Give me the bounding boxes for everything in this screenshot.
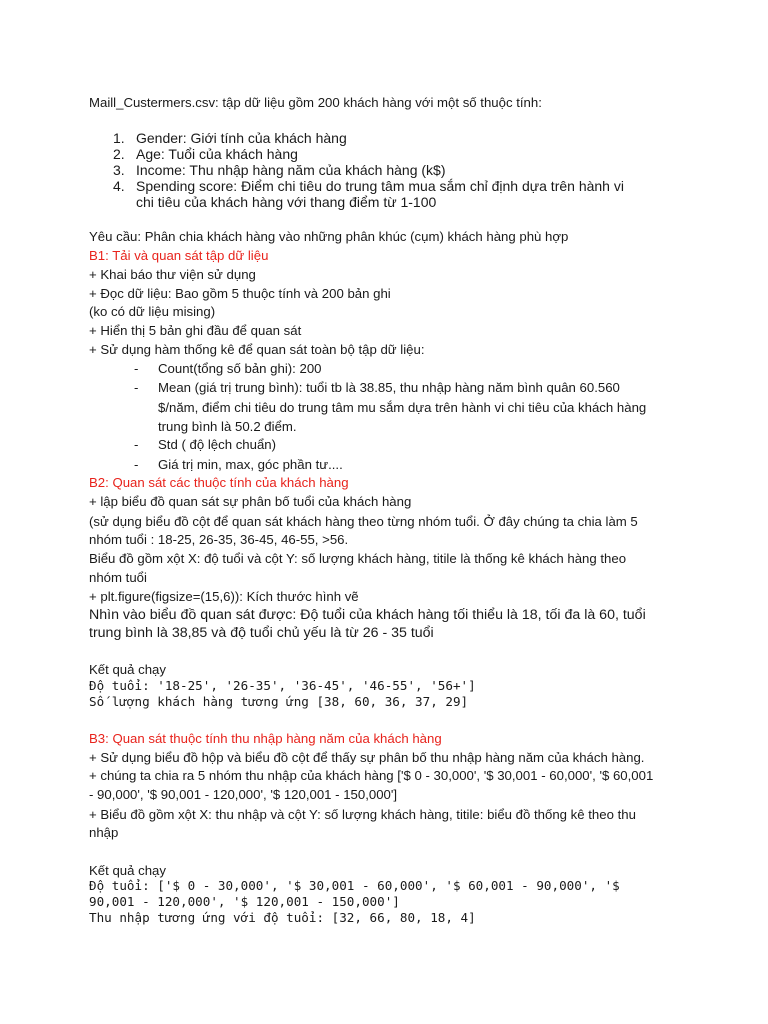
list-item: Spending score: Điểm chi tiêu do trung tâm mua sắm chỉ định dựa trên hành vi [136, 178, 624, 194]
b1-line: + Hiển thị 5 bản ghi đầu để quan sát [89, 323, 302, 338]
b2-observation: Nhìn vào biểu đồ quan sát được: Độ tuổi của khách hàng tối thiểu là 18, tối đa là 60, tuổi [89, 607, 646, 623]
b3-line: + Sử dụng biểu đồ hộp và biểu đồ cột để thấy sự phân bố thu nhập hàng năm của khách hàng. [89, 750, 645, 765]
list-number: 1. [113, 130, 125, 146]
code-output-line: Thu nhập tương ứng với độ tuổi: [32, 66, 80, 18, 4] [89, 910, 476, 925]
b1-line: (ko có dữ liệu mising) [89, 304, 216, 319]
b1-line: + Đọc dữ liệu: Bao gồm 5 thuộc tính và 200 bản ghi [89, 286, 391, 301]
bullet-dash: - [134, 361, 139, 376]
list-item-continuation: chi tiêu của khách hàng với thang điểm từ 1-100 [136, 194, 437, 210]
list-number: 3. [113, 162, 125, 178]
stat-item: $/năm, điểm chi tiêu do trung tâm mu sắm dựa trên hành vi chi tiêu của khách hàng [158, 400, 647, 415]
b3-line: nhập [89, 825, 119, 840]
b2-observation: trung bình là 38,85 và độ tuổi chủ yếu là từ 26 - 35 tuổi [89, 625, 434, 641]
stat-item: Std ( độ lệch chuẩn) [158, 437, 277, 452]
section-heading-b3: B3: Quan sát thuộc tính thu nhập hàng năm của khách hàng [89, 731, 442, 746]
bullet-dash: - [134, 437, 139, 452]
b3-line: - 90,000', '$ 90,001 - 120,000', '$ 120,001 - 150,000'] [89, 787, 398, 802]
stat-item: Count(tổng số bản ghi): 200 [158, 361, 322, 376]
b3-line: + chúng ta chia ra 5 nhóm thu nhập của khách hàng ['$ 0 - 30,000', '$ 30,001 - 60,000', '$ 60,001 [89, 768, 654, 783]
intro-text: Maill_Custermers.csv: tập dữ liệu gồm 200 khách hàng với một số thuộc tính: [89, 95, 542, 110]
bullet-dash: - [134, 380, 139, 395]
b2-line: + plt.figure(figsize=(15,6)): Kích thước hình vẽ [89, 589, 359, 604]
list-item: Age: Tuổi của khách hàng [136, 146, 298, 162]
b2-line: nhóm tuổi : 18-25, 26-35, 36-45, 46-55, >56. [89, 532, 349, 547]
list-item: Gender: Giới tính của khách hàng [136, 130, 347, 146]
b2-line: + lập biểu đồ quan sát sự phân bố tuổi của khách hàng [89, 494, 412, 509]
b2-line: nhóm tuổi [89, 570, 147, 585]
b2-line: (sử dụng biểu đồ cột để quan sát khách hàng theo từng nhóm tuổi. Ở đây chúng ta chia làm 5 [89, 514, 638, 529]
code-output-line: Số lượng khách hàng tương ứng [38, 60, 36, 37, 29] [89, 694, 469, 709]
result-label: Kết quả chạy [89, 863, 166, 878]
b3-line: + Biểu đồ gồm xột X: thu nhập và cột Y: số lượng khách hàng, titile: biểu đồ thống kê theo thu [89, 807, 636, 822]
bullet-dash: - [134, 457, 139, 472]
stat-item: trung bình là 50.2 điểm. [158, 419, 297, 434]
requirement-text: Yêu cầu: Phân chia khách hàng vào những phân khúc (cụm) khách hàng phù hợp [89, 229, 569, 244]
section-heading-b2: B2: Quan sát các thuộc tính của khách hàng [89, 475, 349, 490]
b1-line: + Khai báo thư viện sử dụng [89, 267, 256, 282]
code-output-line: Độ tuổi: ['$ 0 - 30,000', '$ 30,001 - 60,000', '$ 60,001 - 90,000', '$ [89, 878, 620, 893]
b1-line: + Sử dụng hàm thống kê để quan sát toàn bộ tập dữ liệu: [89, 342, 425, 357]
b2-line: Biểu đồ gồm xột X: độ tuổi và cột Y: số lượng khách hàng, titile là thống kê khách hàng theo [89, 551, 627, 566]
section-heading-b1: B1: Tải và quan sát tập dữ liệu [89, 248, 269, 263]
result-label: Kết quả chạy [89, 662, 166, 677]
list-number: 4. [113, 178, 125, 194]
stat-item: Mean (giá trị trung bình): tuổi tb là 38.85, thu nhập hàng năm bình quân 60.560 [158, 380, 620, 395]
code-output-line: Độ tuổi: '18-25', '26-35', '36-45', '46-55', '56+'] [89, 678, 476, 693]
stat-item: Giá trị min, max, góc phần tư.... [158, 457, 343, 472]
list-number: 2. [113, 146, 125, 162]
code-output-line: 90,001 - 120,000', '$ 120,001 - 150,000'] [89, 894, 400, 909]
list-item: Income: Thu nhập hàng năm của khách hàng (k$) [136, 162, 446, 178]
